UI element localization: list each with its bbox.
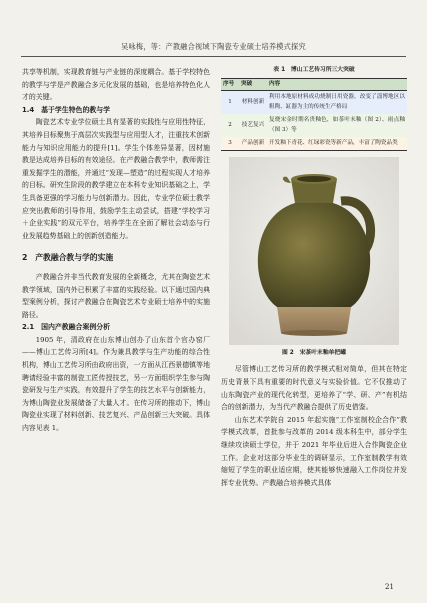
table-cell: 开发釉下青花、红绿彩瓷等新产品，丰富了陶瓷品类 [267,137,407,151]
table-header-cell: 序号 [221,79,239,91]
table-row [221,137,407,151]
section-heading-1-4: 1.4 基于学生特色的教与学 [22,105,111,114]
table-row [221,114,407,137]
table-row [221,91,407,114]
table-cell: 技艺复兴 [239,114,267,137]
table-header-cell: 突破 [239,79,267,91]
table-1 [221,78,407,151]
table-header-cell: 内容 [267,79,407,91]
page-number: 21 [385,583,394,591]
table-cell: 利用本地原材料成功烧制日用瓷器，改变了淄博地区以粗陶、缸器为主的传统生产格局 [267,91,407,114]
table-cell: 材料创新 [239,91,267,114]
paragraph: 产教融合并非当代教育发展的全新概念，尤其在陶瓷艺术教学领域，国内外已积累了丰富的实践经验。以下通过国内典型案例分析，探讨产教融合在陶瓷艺术专业硕士培养中的实施路径。 [22,272,210,319]
section-heading-2-1: 2.1 国内产教融合案例分析 [22,323,111,332]
right-column [221,66,407,489]
paragraph: 共享等机制，实现教育链与产业链的深度耦合。基于学校特色的教学与学是产教融合多元化发展的基础，也是培养特色化人才的关键。 [22,68,210,102]
header-rule [21,56,406,57]
table-cell: 产品创新 [239,137,267,151]
paragraph: 陶瓷艺术专业学位硕士具有显著的实践性与应用性特征，其培养目标聚焦于高层次实践型与应用型人才，注重技术创新能力与知识应用能力的提升[1]。学生个体差异显著，因材施教是达成培养目标的有效途径。在产教融合教学中，教师需注重发掘学生的潜能，并通过“发现—塑造”的过程实现人才培养的目标。研究生阶段的教学建立在本科专业知识基础之上，学生具备更强的学习能力与创新潜力。因此，专业学位硕士教学应突出教师的引导作用，鼓励学生主动尝试，搭建“学校学习＋企业实践”的双元平台，培养学生在全面了解社会动态与行业发展趋势基础上的创新创造能力。 [22,118,210,240]
table-cell: 1 [221,91,239,114]
paragraph: 尽管博山工艺传习所的教学模式相对简单，但其在特定历史背景下具有重要的时代意义与实验价值。它不仅推动了山东陶瓷产业的现代化转型，更培养了“学、研、产”有机结合的创新潜力，为当代产教融合提供了历史借鉴。 [221,365,407,412]
table-cell: 2 [221,114,239,137]
left-column [22,66,210,435]
jar-icon [229,157,399,345]
jar-photo [229,157,399,345]
paragraph: 1905 年，清政府在山东博山创办了山东首个官办窑厂——博山工艺传习所[4]。作为兼具教学与生产功能的综合性机构，博山工艺传习所由政府出资，一方面从江西景德镇等地聘请经验丰富的制瓷工匠传授技艺，另一方面组织学生参与陶瓷研发与生产实践，有效提升了学生的技艺水平与创新能力，为博山陶瓷业发展储备了大量人才。在传习所的推动下，博山陶瓷业实现了材料创新、技艺复兴、产品创新三大突破。具体内容见表 1。 [22,335,210,433]
running-header: 吴咏梅，等：产教融合视域下陶瓷专业硕士培养模式探究 [121,42,306,51]
paragraph: 山东艺术学院自 2015 年起实施“工作室制校企合作”教学模式改革，首批参与改革的 2014 级本科生中，部分学生继续攻读硕士学位，并于 2021 年毕业后进入合作陶瓷企业工作。企业对这部分毕业生的调研显示，工作室制教学有效缩短了学生的职业适应期，使其能够快速融入工作岗位并发挥专业优势。产教融合培养模式具体 [221,415,407,487]
table-cell: 复烧宋金时期名贵釉色，如茶叶末釉（图 2）、雨点釉（图 3）等 [267,114,407,137]
table-cell: 3 [221,137,239,151]
figure-caption: 图 2 宋茶叶末釉单把罐 [281,350,347,357]
table-caption: 表 1 博山工艺传习所三大突破 [273,67,355,73]
section-heading-2: 2 产教融合教与学的实施 [22,253,114,263]
